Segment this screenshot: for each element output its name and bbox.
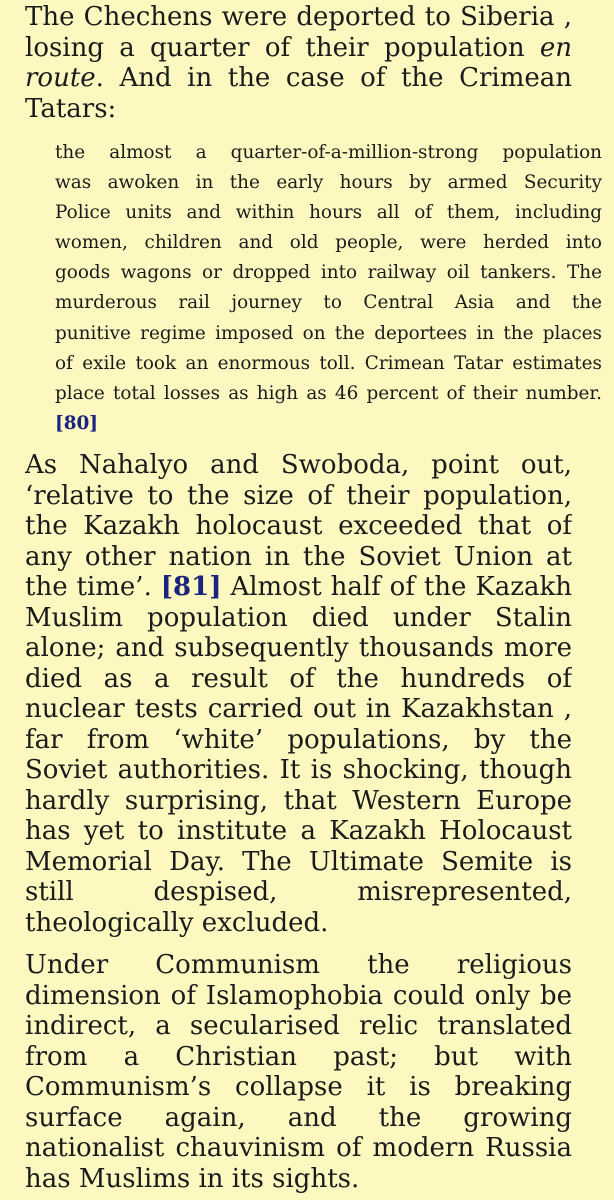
text-line: nuclear tests carried out in Kazakhstan , — [25, 694, 572, 724]
text-line — [25, 572, 572, 603]
block-quote-crimean-tatars — [55, 138, 602, 439]
quote-line: punitive regime imposed on the deportees in the places — [55, 322, 602, 344]
text-segment: the time’. — [25, 572, 161, 602]
text-line: dimension of Islamophobia could only be — [25, 980, 572, 1011]
paragraph-chechens — [25, 2, 572, 124]
quote-line: Police units and within hours all of them, including — [55, 202, 602, 224]
text-line: has Muslims in its sights. — [25, 1163, 360, 1194]
text-line: Under Communism the religious — [25, 950, 572, 980]
quote-line: was awoken in the early hours by armed Security — [55, 172, 602, 194]
paragraph-communism — [25, 950, 572, 1194]
text-line: died as a result of the hundreds of — [25, 663, 572, 694]
text-line: has yet to institute a Kazakh Holocaust — [25, 816, 572, 846]
text-line: Muslim population died under Stalin — [25, 602, 572, 633]
italic-text: route — [25, 63, 96, 93]
text-line: still despised, misrepresented, — [25, 877, 572, 907]
text-line: surface again, and the growing — [25, 1102, 572, 1133]
quote-line — [55, 409, 602, 439]
paragraph-kazakh-holocaust — [25, 450, 572, 938]
italic-text: en — [539, 32, 572, 63]
text-line: Communism’s collapse it is breaking — [25, 1072, 572, 1102]
text-line: As Nahalyo and Swoboda, point out, — [25, 450, 572, 480]
text-line: Memorial Day. The Ultimate Semite is — [25, 846, 572, 877]
text-line: alone; and subsequently thousands more — [25, 633, 572, 663]
quote-line: goods wagons or dropped into railway oil tankers. The — [55, 262, 602, 284]
text-line — [25, 63, 572, 94]
text-segment: . And in the case of the Crimean — [95, 63, 572, 93]
text-line: The Chechens were deported to Siberia , — [25, 2, 572, 32]
text-segment: losing a quarter of their population — [25, 32, 540, 63]
quote-line: murderous rail journey to Central Asia and the — [55, 292, 602, 314]
quote-line: place total losses as high as 46 percent of their number. — [55, 382, 602, 404]
quote-line: the almost a quarter-of-a-million-strong population — [55, 142, 602, 163]
text-line: the Kazakh holocaust exceeded that of — [25, 511, 572, 541]
text-line: theologically excluded. — [25, 907, 329, 938]
text-line: indirect, a secularised relic translated — [25, 1011, 572, 1041]
text-line: Tatars: — [25, 93, 117, 124]
text-line: Soviet authorities. It is shocking, though — [25, 755, 572, 785]
text-line: ‘relative to the size of their population, — [25, 480, 572, 511]
text-line: hardly surprising, that Western Europe — [25, 785, 572, 816]
quote-line: women, children and old people, were herded into — [55, 232, 602, 254]
quote-line: of exile took an enormous toll. Crimean Tatar estimates — [55, 352, 602, 374]
text-line: any other nation in the Soviet Union at — [25, 541, 572, 572]
text-line: from a Christian past; but with — [25, 1041, 572, 1072]
text-line: nationalist chauvinism of modern Russia — [25, 1133, 572, 1163]
text-line: far from ‘white’ populations, by the — [25, 724, 572, 755]
text-segment: Almost half of the Kazakh — [221, 572, 572, 602]
footnote-link-81[interactable]: [81] — [160, 572, 222, 602]
text-line — [25, 33, 572, 64]
footnote-link-80[interactable]: [80] — [55, 412, 98, 434]
